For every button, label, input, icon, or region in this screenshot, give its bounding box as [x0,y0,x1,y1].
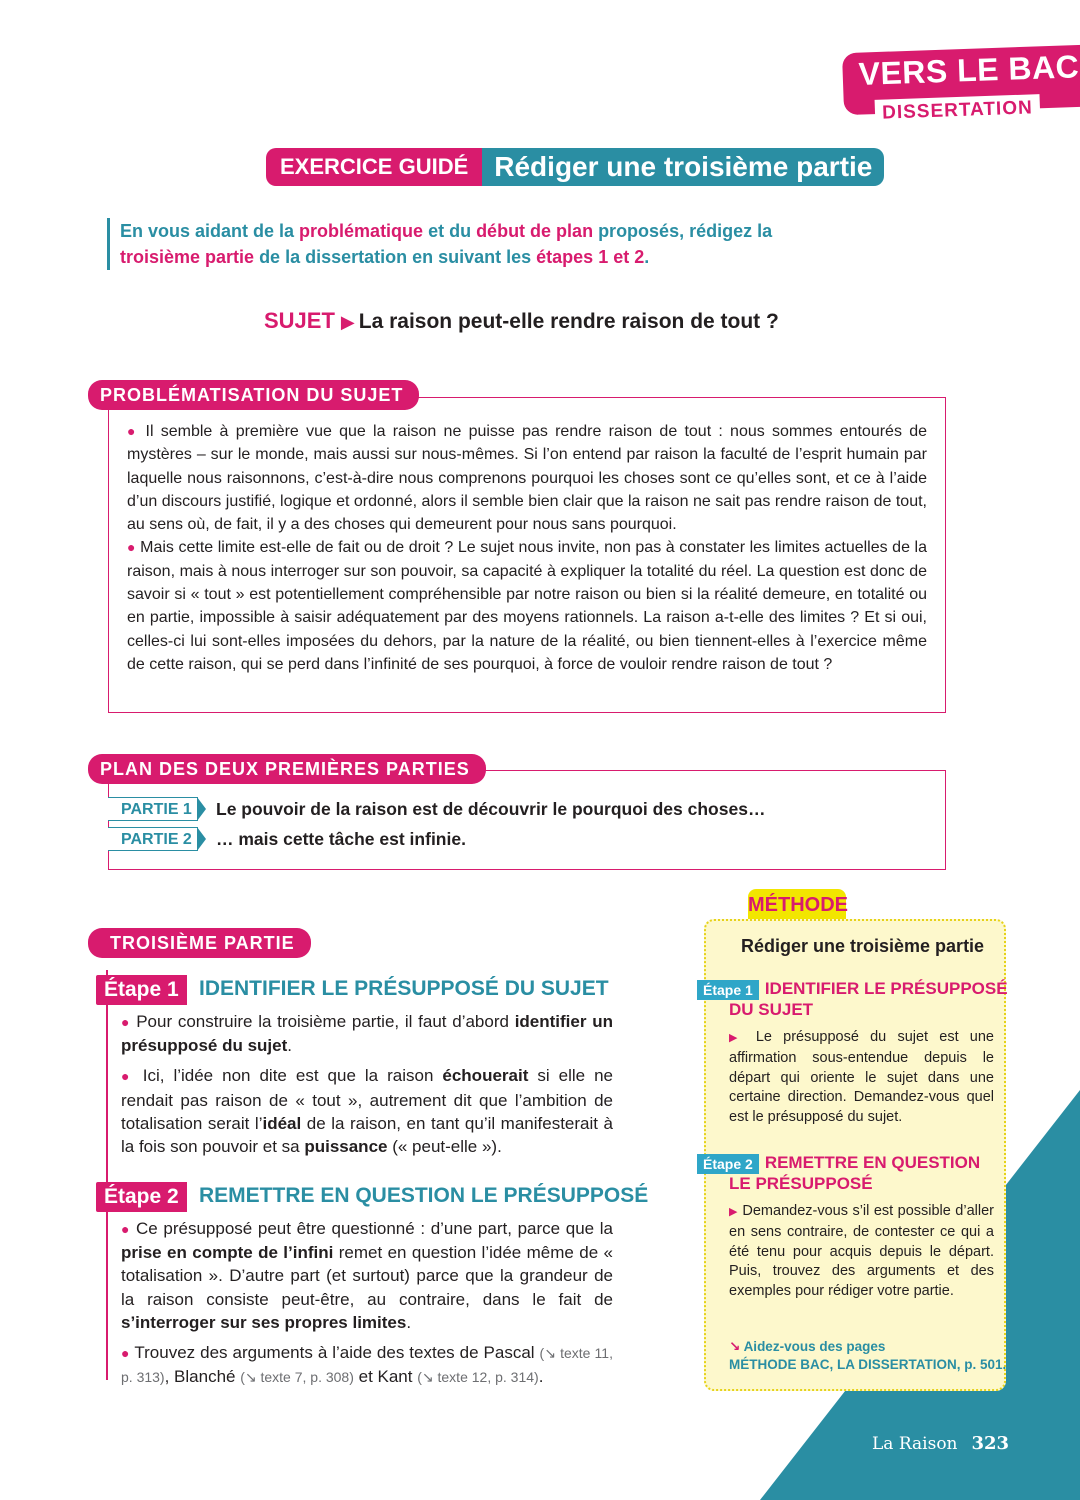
chevron-right-icon [197,797,206,821]
plan-heading: PLAN DES DEUX PREMIÈRES PARTIES [88,754,486,784]
bullet-icon: ● [121,1014,131,1030]
instruction: En vous aidant de la problématique et du début de plan proposés, rédigez la troisième partie de la dissertation en suivant les étapes 1 et 2. [107,218,840,270]
page-footer [872,1433,1009,1454]
bullet-icon: ● [127,539,136,556]
arrow-down-right-icon: ↘ [729,1339,741,1354]
methode-title: Rédiger une troisième partie [741,936,985,956]
problematisation-heading: PROBLÉMATISATION DU SUJET [88,380,419,410]
section-rule [106,970,108,1380]
sujet-label: SUJET [264,308,335,333]
methode-step2-text: ▶ Demandez-vous s’il est possible d’aller en sens contraire, de contester ce qui a été tenu pour acquis depuis le départ. Puis, trouvez des arguments et des exemples pour rédiger votre partie. [729,1203,994,1300]
methode-link[interactable]: ↘ Aidez-vous des pages MÉTHODE BAC, LA DISSERTATION, p. 501. [729,1339,1007,1372]
etape2-title: REMETTRE EN QUESTION LE PRÉSUPPOSÉ [199,1184,649,1207]
etape1-title: IDENTIFIER LE PRÉSUPPOSÉ DU SUJET [199,977,609,1000]
etape2-text: ● Ce présupposé peut être questionné : d’une part, parce que la prise en compte de l’infini remet en question l’idée même de « totalisation ». D’autre part (et surtout) parce que la grandeur de la raison consiste peut-être, au contraire, dans le fait de s’interroger sur ses propres limites. ● Trouvez des arguments à l’aide des textes de Pascal (↘ texte 11, p. 313), Blanché (↘ texte 7, p. 308) et Kant (↘ texte 12, p. 314). [121,1219,613,1387]
sujet-question: La raison peut-elle rendre raison de tout ? [358,310,779,333]
plan-part-1: PARTIE 1 Le pouvoir de la raison est de découvrir le pourquoi des choses… [108,797,765,821]
bullet-icon: ● [127,423,139,439]
problematisation-text: ● Il semble à première vue que la raison ne puisse pas rendre raison de tout : nous sommes entourés de mystères – sur le monde, mais aussi sur nous-mêmes. Si l’on entend par raison la faculté de l’esprit humain par laquelle nous raisonnons, c’est-à-dire nous comprenons pourquoi les choses sont ce qu’elles sont, et ce à l’aide d’un discours justifié, logique et ordonné, alors il semble bien clair que la raison ne sait pas rendre raison de tout, au sens où, de fait, il y a des choses qui demeurent pour nous sans pourquoi. ● Mais cette limite est-elle de fait ou de droit ? Le sujet nous invite, non pas à constater les limites actuelles de la raison, mais à nous interroger sur son pouvoir, sa capacité à expliquer la totalité du réel. La question est donc de savoir si « tout » est potentiellement compréhensible par notre raison ou bien si la réalité demeure, en totalité ou en partie, impossible à saisir adéquatement par des moyens rationnels. La raison a-t-elle des limites ? Et si oui, celles-ci lui sont-elles imposées du dehors, par la nature de la réalité, ou bien tiennent-elles à l’exercice même de cette raison, qui se perd dans l’infinité de ses pourquoi, à force de vouloir rendre raison de tout ? [127,423,927,673]
etape1-text: ● Pour construire la troisième partie, il faut d’abord identifier un présupposé du sujet. ● Ici, l’idée non dite est que la raison échouerait si elle ne rendait pas raison de « tout », autrement dit que l’ambition de totalisation serait l’idéal de la raison, en tant qu’il manifesterait à la fois son pouvoir et sa puissance (« peut-elle »). [121,1012,613,1157]
play-triangle-icon: ▶ [340,312,355,332]
methode-step2: Étape 2 REMETTRE EN QUESTION [697,1152,980,1174]
methode-step1-text: ▶ Le présupposé du sujet est une affirmation sous-entendue depuis le départ qui oriente le sujet dans une certaine direction. Demandez-vous quel est le présupposé du sujet. [729,1029,994,1126]
etape2-tag: Étape 2 [96,1182,187,1212]
bullet-icon: ● [121,1221,131,1237]
methode-step2-title-l2: LE PRÉSUPPOSÉ [729,1174,873,1193]
play-triangle-icon: ▶ [729,1032,745,1044]
bullet-icon: ● [121,1345,130,1362]
plan-part-2: PARTIE 2 … mais cette tâche est infinie. [108,827,466,851]
troisieme-heading: TROISIÈME PARTIE [88,928,311,958]
methode-step1: Étape 1 IDENTIFIER LE PRÉSUPPOSÉ [697,978,1008,1000]
chapter-name: La Raison [872,1434,958,1454]
chevron-right-icon [197,827,206,851]
sujet [264,308,779,334]
exercise-header [266,148,884,186]
methode-tag: MÉTHODE [748,889,846,921]
etape1-tag: Étape 1 [96,975,187,1005]
page-number: 323 [971,1433,1010,1454]
play-triangle-icon: ▶ [729,1206,738,1218]
methode-step1-title-l2: DU SUJET [729,1000,814,1019]
bullet-icon: ● [121,1068,134,1085]
exercise-title: Rédiger une troisième partie [482,148,884,186]
corner-title: VERS LE BAC [858,48,1080,92]
exercise-tag: EXERCICE GUIDÉ [266,148,482,186]
corner-subtitle: DISSERTATION [875,94,1041,128]
